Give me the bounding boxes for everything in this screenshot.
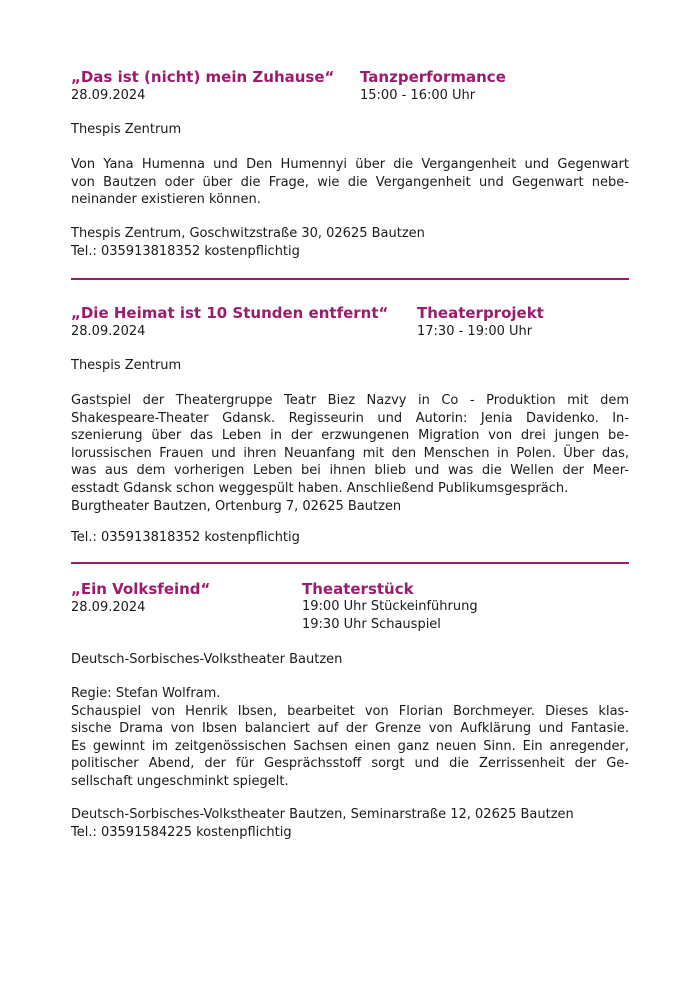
event-card — [71, 68, 629, 268]
event-date: 28.09.2024 — [71, 88, 146, 103]
description-line: Schauspiel von Henrik Ibsen, bearbeitet von Florian Borchmeyer. Dieses klas- — [71, 703, 629, 719]
description-line: szenierung über das Leben in der erzwungenen Migration von drei jungen be- — [71, 428, 629, 444]
event-time: 15:00 - 16:00 Uhr — [360, 88, 476, 103]
description-line: lorussischen Frauen und ihren Neuanfang mit den Menschen in Polen. Über das, — [71, 445, 629, 461]
event-venue: Thespis Zentrum — [71, 122, 182, 137]
event-venue: Thespis Zentrum — [71, 358, 182, 373]
section-divider — [71, 278, 629, 280]
event-description — [71, 392, 629, 515]
description-line: sische Drama von Ibsen balanciert auf der Grenze von Aufklärung und Fantasie. — [71, 721, 629, 737]
event-description — [71, 156, 629, 209]
event-description — [71, 685, 629, 791]
description-line: Regie: Stefan Wolfram. — [71, 686, 221, 701]
description-line: Gastspiel der Theatergruppe Teatr Biez Nazvy in Co - Produktion mit dem — [71, 393, 629, 408]
event-category: Tanzperformance — [360, 68, 506, 86]
description-line: neinander existieren können. — [71, 192, 261, 208]
event-card — [71, 580, 629, 850]
event-title: „Das ist (nicht) mein Zuhause“ — [71, 68, 335, 86]
event-phone: Tel.: 035913818352 kostenpflichtig — [71, 244, 300, 259]
event-time: 19:30 Uhr Schauspiel — [302, 617, 441, 632]
event-phone: Tel.: 03591584225 kostenpflichtig — [71, 825, 292, 840]
description-line: was aus dem vorherigen Leben bei ihnen blieb und was die Wellen der Meer- — [71, 463, 629, 479]
description-line: politischer Abend, der für Gesprächsstoff sorgt und die Zerrissenheit der Ge- — [71, 756, 629, 772]
event-address: Deutsch-Sorbisches-Volkstheater Bautzen, Seminarstraße 12, 02625 Bautzen — [71, 807, 574, 822]
event-venue: Deutsch-Sorbisches-Volkstheater Bautzen — [71, 652, 343, 667]
event-title: „Ein Volksfeind“ — [71, 580, 211, 598]
event-date: 28.09.2024 — [71, 324, 146, 339]
event-card — [71, 304, 629, 554]
section-divider — [71, 562, 629, 564]
description-line: Burgtheater Bautzen, Ortenburg 7, 02625 Bautzen — [71, 498, 402, 514]
description-line: von Bautzen oder über die Frage, wie die Vergangenheit und Gegenwart nebe- — [71, 174, 629, 190]
event-category: Theaterstück — [302, 580, 414, 598]
description-line: Es gewinnt im zeitgenössischen Sachsen einen ganz neuen Sinn. Ein anregender, — [71, 738, 629, 754]
description-line: sellschaft ungeschminkt spiegelt. — [71, 773, 289, 789]
event-date: 28.09.2024 — [71, 600, 146, 615]
event-address: Thespis Zentrum, Goschwitzstraße 30, 02625 Bautzen — [71, 226, 425, 241]
event-time: 19:00 Uhr Stückeinführung — [302, 599, 478, 614]
description-line: esstadt Gdansk schon weggespült haben. Anschließend Publikumsgespräch. — [71, 480, 569, 496]
description-line: Von Yana Humenna und Den Humennyi über die Vergangenheit und Gegenwart — [71, 157, 629, 172]
event-category: Theaterprojekt — [417, 304, 544, 322]
event-time: 17:30 - 19:00 Uhr — [417, 324, 533, 339]
event-title: „Die Heimat ist 10 Stunden entfernt“ — [71, 304, 389, 322]
event-phone: Tel.: 035913818352 kostenpflichtig — [71, 530, 300, 545]
description-line: Shakespeare-Theater Gdansk. Regisseurin und Autorin: Jenia Davidenko. In- — [71, 410, 629, 426]
